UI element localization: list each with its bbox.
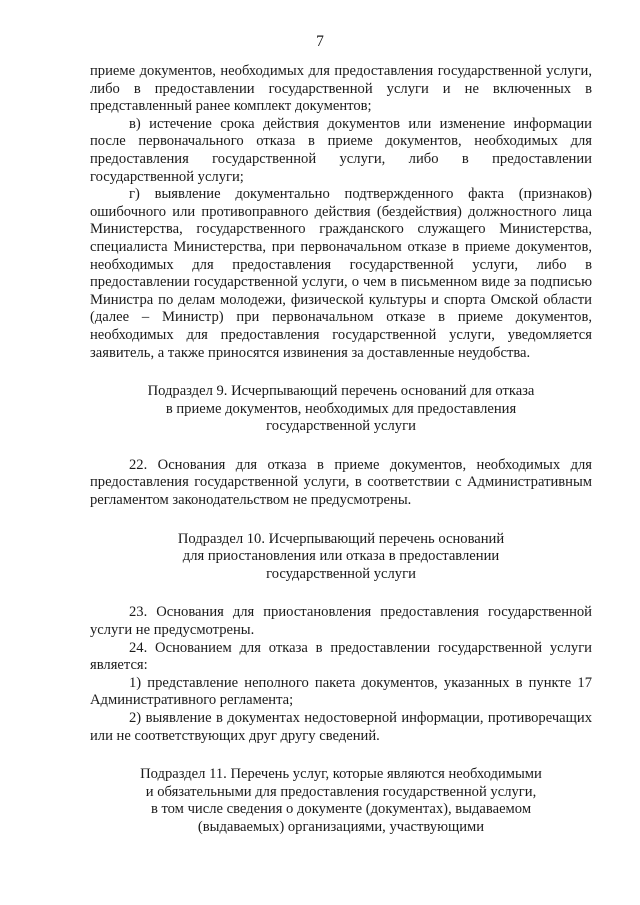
- paragraph-item-g: г) выявление документально подтвержденного факта (признаков) ошибочного или противоправного действия (бездействия) должностного лица Министерства, государственного гражданского служащего Министерства, специалиста Министерства, при первоначальном отказе в приеме документов, необходимых для предоставления государственной услуги, либо в предоставлении государственной услуги, о чем в письменном виде за подписью Министра по делам молодежи, физической культуры и спорта Омской области (далее – Министр) при первоначальном отказе в приеме документов, необходимых для предоставления государственной услуги, уведомляется заявитель, а также приносятся извинения за доставленные неудобства.: [90, 186, 592, 361]
- document-body: [90, 63, 592, 837]
- page-number: 7: [316, 33, 324, 50]
- paragraph-24: 24. Основанием для отказа в предоставлении государственной услуги является:: [90, 639, 592, 674]
- heading-line: Подраздел 11. Перечень услуг, которые являются необходимыми: [140, 766, 542, 783]
- heading-line: в том числе сведения о документе (документах), выдаваемом: [150, 801, 532, 818]
- heading-line: для приостановления или отказа в предоставлении: [182, 548, 500, 565]
- paragraph-23: 23. Основания для приостановления предоставления государственной услуги не предусмотрены.: [90, 604, 592, 639]
- heading-line: государственной услуги: [266, 565, 416, 582]
- subsection-9-heading: [90, 383, 592, 436]
- paragraph-24-item-2: 2) выявление в документах недостоверной информации, противоречащих или не соответствующих друг другу сведений.: [90, 710, 592, 744]
- subsection-11-heading: [90, 766, 592, 836]
- paragraph-24-item-1: 1) представление неполного пакета документов, указанных в пункте 17 Административного регламента;: [90, 674, 592, 709]
- heading-line: в приеме документов, необходимых для предоставления: [165, 400, 517, 417]
- paragraph-22: 22. Основания для отказа в приеме документов, необходимых для предоставления государственной услуги, в соответствии с Административным регламентом законодательством не предусмотрены.: [90, 456, 592, 509]
- heading-line: Подраздел 9. Исчерпывающий перечень оснований для отказа: [147, 383, 535, 400]
- paragraph-item-v: в) истечение срока действия документов или изменение информации после первоначального отказа в приеме документов, необходимых для предоставления государственной услуги, либо в предоставлении государственной услуги;: [90, 115, 592, 185]
- subsection-10-heading: [90, 531, 592, 584]
- heading-line: Подраздел 10. Исчерпывающий перечень оснований: [177, 530, 505, 547]
- heading-line: государственной услуги: [266, 418, 416, 435]
- heading-line: и обязательными для предоставления государственной услуги,: [145, 783, 537, 800]
- paragraph-continuation: приеме документов, необходимых для предоставления государственной услуги, либо в предоставлении государственной услуги и не включенных в представленный ранее комплект документов;: [90, 63, 592, 115]
- heading-line: (выдаваемых) организациями, участвующими: [197, 818, 485, 835]
